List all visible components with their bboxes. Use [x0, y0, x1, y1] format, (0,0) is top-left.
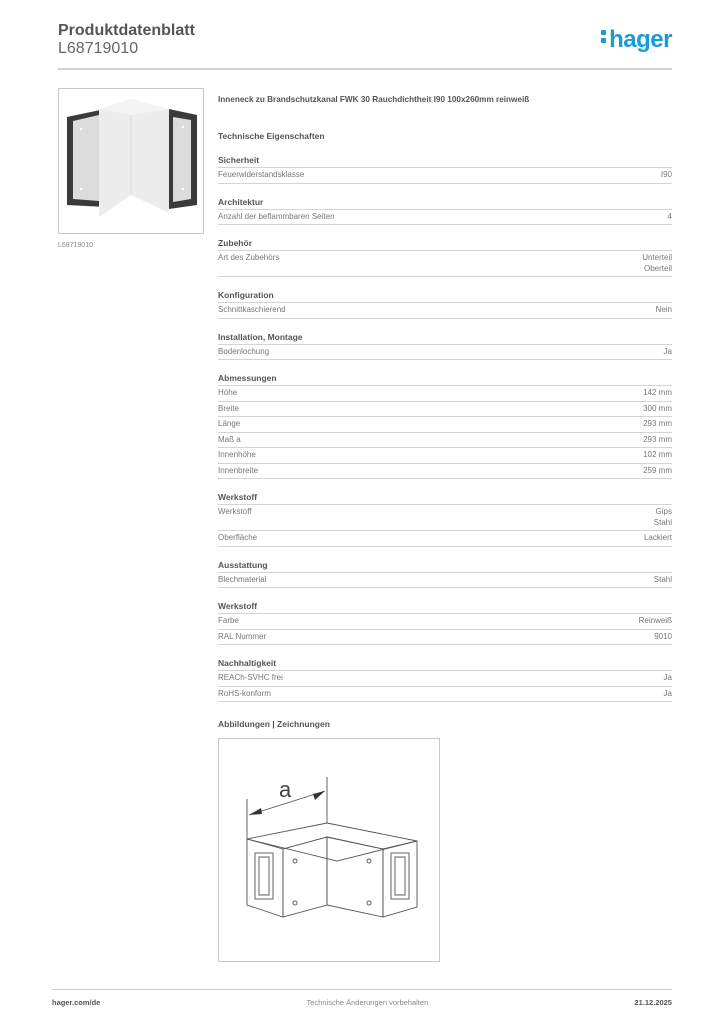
- property-value-line: I90: [660, 170, 672, 179]
- property-group: [218, 372, 672, 479]
- property-label: Breite: [218, 403, 239, 413]
- property-value-line: 259 mm: [643, 465, 672, 475]
- property-group: [218, 657, 672, 702]
- article-number: L68719010: [58, 40, 139, 57]
- property-label: REACh-SVHC frei: [218, 673, 283, 682]
- svg-text:a: a: [279, 777, 292, 802]
- property-row: [218, 402, 672, 418]
- property-row: [218, 386, 672, 402]
- property-group: [218, 559, 672, 589]
- inner-corner-photo-icon: [59, 89, 204, 234]
- group-title: Sicherheit: [218, 154, 672, 168]
- property-label: Werkstoff: [218, 507, 252, 516]
- property-value: [654, 507, 672, 528]
- property-group: [218, 600, 672, 645]
- technical-drawing: [218, 738, 440, 962]
- property-value: [643, 404, 672, 415]
- figures-title: Abbildungen | Zeichnungen: [218, 719, 330, 729]
- property-value-line: Stahl: [653, 517, 672, 527]
- property-row: [218, 448, 672, 464]
- hager-logo[interactable]: hager: [601, 26, 672, 54]
- product-name: Inneneck zu Brandschutzkanal FWK 30 Rauchdichtheit I90 100x260mm reinweiß: [218, 95, 530, 104]
- property-label: Maß a: [218, 434, 241, 444]
- property-value-line: 9010: [654, 631, 672, 641]
- footer-website-link[interactable]: hager.com/de: [52, 998, 101, 1007]
- property-label: Innenbreite: [218, 465, 259, 475]
- property-value-line: Ja: [663, 688, 672, 698]
- property-label: Länge: [218, 419, 241, 428]
- property-row: [218, 210, 672, 226]
- property-value-line: 293 mm: [643, 419, 672, 428]
- property-group: [218, 331, 672, 361]
- property-label: Blechmaterial: [218, 574, 267, 584]
- group-title: Architektur: [218, 196, 672, 210]
- property-row: [218, 417, 672, 433]
- product-photo: [58, 88, 204, 234]
- property-value: [643, 450, 672, 461]
- property-row: [218, 614, 672, 630]
- property-group: [218, 491, 672, 547]
- property-value: [643, 419, 672, 430]
- product-details: [218, 94, 672, 962]
- property-row: [218, 630, 672, 646]
- property-value: [664, 347, 672, 358]
- page-header: [58, 20, 672, 70]
- property-label: RAL Nummer: [218, 631, 267, 641]
- property-value: [654, 632, 672, 643]
- property-group: [218, 289, 672, 319]
- property-value: [664, 689, 672, 700]
- property-row: [218, 303, 672, 319]
- product-image-column: [58, 88, 204, 249]
- property-label: Innenhöhe: [218, 450, 256, 459]
- property-value: [661, 170, 672, 181]
- product-image-caption: L68719010: [58, 242, 94, 249]
- group-title: Zubehör: [218, 237, 672, 251]
- property-label: Anzahl der beflammbaren Seiten: [218, 211, 335, 221]
- group-title: Ausstattung: [218, 559, 672, 573]
- property-value: [643, 466, 672, 477]
- property-value-line: 293 mm: [643, 434, 672, 444]
- property-label: Feuerwiderstandsklasse: [218, 170, 305, 179]
- group-title: Werkstoff: [218, 600, 672, 614]
- property-label: Bodenlochung: [218, 346, 270, 356]
- property-groups: [218, 154, 672, 702]
- logo-colon-icon: [601, 27, 607, 46]
- property-row: [218, 505, 672, 531]
- property-value: [643, 388, 672, 399]
- property-value-line: Oberteil: [643, 263, 672, 273]
- property-label: Art des Zubehörs: [218, 253, 280, 262]
- property-value: [639, 616, 672, 627]
- property-row: [218, 464, 672, 480]
- property-value-line: Lackiert: [643, 533, 672, 542]
- property-value-line: Ja: [663, 673, 672, 682]
- property-value: [642, 253, 672, 274]
- group-title: Werkstoff: [218, 491, 672, 505]
- property-row: [218, 573, 672, 589]
- property-value-line: Nein: [655, 305, 672, 314]
- property-row: [218, 345, 672, 361]
- group-title: Konfiguration: [218, 289, 672, 303]
- property-value: [656, 305, 672, 316]
- property-value-line: 300 mm: [643, 403, 672, 413]
- property-label: Höhe: [218, 388, 238, 397]
- property-value-line: 142 mm: [643, 388, 672, 397]
- property-row: [218, 433, 672, 449]
- property-value: [668, 212, 672, 223]
- property-value-line: Ja: [663, 346, 672, 356]
- group-title: Abmessungen: [218, 372, 672, 386]
- property-value: [643, 435, 672, 446]
- dimension-drawing-icon: [219, 739, 439, 961]
- group-title: Installation, Montage: [218, 331, 672, 345]
- property-value-line: Stahl: [653, 574, 672, 584]
- property-group: [218, 196, 672, 226]
- property-value: [654, 575, 672, 586]
- property-row: [218, 251, 672, 277]
- property-value-line: Unterteil: [642, 253, 672, 262]
- property-value-line: 4: [667, 211, 672, 221]
- property-label: Farbe: [218, 616, 239, 625]
- tech-properties-title: Technische Eigenschaften: [218, 131, 325, 141]
- property-value-line: Reinweiß: [638, 616, 672, 625]
- property-row: [218, 531, 672, 547]
- page-footer: [52, 989, 672, 1007]
- property-row: [218, 671, 672, 687]
- property-label: Oberfläche: [218, 533, 258, 542]
- property-label: Schnittkaschierend: [218, 305, 286, 314]
- property-group: [218, 237, 672, 277]
- property-value: [664, 673, 672, 684]
- footer-note: Technische Änderungen vorbehalten: [306, 998, 429, 1007]
- property-value-line: Gips: [655, 507, 672, 516]
- property-row: [218, 687, 672, 703]
- property-value-line: 102 mm: [643, 450, 672, 459]
- footer-date: 21.12.2025: [634, 998, 672, 1007]
- property-group: [218, 154, 672, 184]
- page-title: Produktdatenblatt: [58, 22, 195, 39]
- property-label: RoHS-konform: [218, 688, 271, 698]
- property-value: [644, 533, 672, 544]
- property-row: [218, 168, 672, 184]
- group-title: Nachhaltigkeit: [218, 657, 672, 671]
